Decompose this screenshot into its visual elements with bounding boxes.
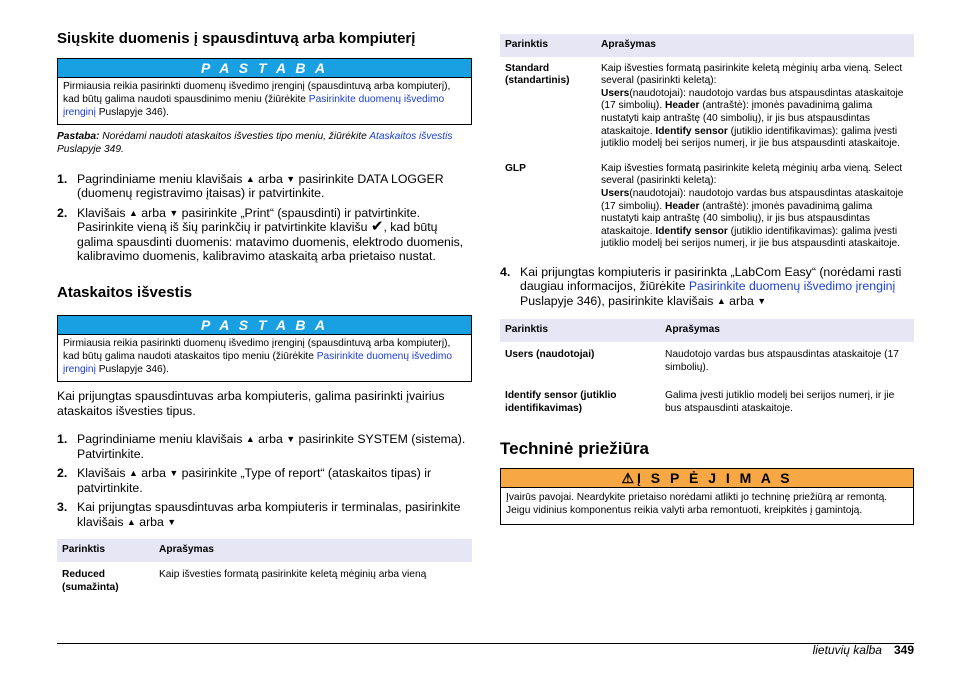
- down-arrow-icon: ▼: [757, 295, 767, 306]
- column-header: Aprašymas: [660, 319, 914, 342]
- page-number: 349: [893, 643, 914, 657]
- warning-box: [500, 468, 914, 525]
- table-header-row: [57, 539, 472, 562]
- report-format-table: [500, 34, 914, 255]
- table-cell-description: Kaip išvesties formatą pasirinkite keletą mėginių arba vieną: [159, 568, 427, 580]
- up-arrow-icon: ▲: [126, 516, 136, 527]
- list-item: 2. Klavišais ▲ arba ▼ pasirinkite „Print“ (spausdinti) ir patvirtinkite. Pasirinkite vieną iš šių parinkčių ir patvirtinkite klavišu ✔, kad būtų galima spausdinti duomenis: matavimo duomenis, elektrodo duomenis, kalibravimo duomenis, kalibravimo ataskaitą arba prietaiso nustat.: [57, 205, 464, 264]
- up-arrow-icon: ▲: [245, 434, 255, 445]
- warning-text: Įvairūs pavojai. Neardykite prietaiso norėdami atlikti jo techninę priežiūrą ar remontą. Jeigu vidinius komponentus reikia valyti arba remontuoti, kreipkitės į gamintoją.: [506, 492, 888, 517]
- note-body: Pirmiausia reikia pasirinkti duomenų išvedimo įrenginį (spausdintuvą arba kompiuterį), kad būtų galima naudoti spausdinimo meniu (žiūrėkite Pasirinkite duomenų išvedimo įrenginį Puslapyje 346).: [63, 81, 451, 118]
- heading-report-output: Ataskaitos išvestis: [57, 283, 193, 301]
- table-header-row: [500, 34, 914, 57]
- steps-list-3: [500, 265, 914, 309]
- link-output-device[interactable]: Pasirinkite duomenų išvedimo įrenginį: [63, 350, 453, 375]
- list-item: 3. Kai prijungtas spausdintuvas arba kompiuteris ir terminalas, pasirinkite klavišais ▲ arba ▼: [57, 500, 461, 529]
- up-arrow-icon: ▲: [245, 173, 255, 184]
- list-item: 1. Pagrindiniame meniu klavišais ▲ arba ▼ pasirinkite DATA LOGGER (duomenų registravimo įtaisas) ir patvirtinkite.: [57, 171, 444, 201]
- list-item: 1. Pagrindiniame meniu klavišais ▲ arba ▼ pasirinkite SYSTEM (sistema). Patvirtinkite.: [57, 432, 466, 461]
- down-arrow-icon: ▼: [286, 173, 296, 184]
- report-type-table: [57, 539, 472, 598]
- table-cell-description: Kaip išvesties formatą pasirinkite keletą mėginių arba vieną. Select several (pasirinkti keletą): Users(naudotojai): naudotojo vardas bus atspausdintas ataskaitoje (17 simbolių). Header (antraštė): įmonės pavadinimą galima nustatyti kaip antraštę (40 simbolių), ir jis bus atspausdintas ataskaitoje. Identify sensor (jutiklio identifikavimas): galima įvesti jutiklio modelį bei serijos numerį, ir jie bus atspausdinti ataskaitoje.: [601, 162, 904, 250]
- intro-paragraph: Kai prijungtas spausdintuvas arba kompiuteris, galima pasirinkti įvairius ataskaitos išvesties tipus.: [57, 389, 445, 418]
- heading-maintenance: Techninė priežiūra: [500, 439, 649, 459]
- column-header: Parinktis: [500, 34, 596, 57]
- footer-language: lietuvių kalba: [812, 643, 882, 657]
- warning-title-bar: ⚠ Į S P Ė J I M A S: [501, 469, 913, 488]
- column-header: Aprašymas: [596, 34, 914, 57]
- table-cell-option: Identify sensor (jutiklio identifikavimas): [505, 390, 617, 414]
- link-report-output[interactable]: Ataskaitos išvestis: [369, 131, 453, 143]
- pastaba-note: Pastaba: Norėdami naudoti ataskaitos išvesties tipo meniu, žiūrėkite Ataskaitos išvestis Puslapyje 349.: [57, 131, 453, 156]
- note-box-1: [57, 58, 472, 125]
- table-cell-option: Standard (standartinis): [505, 62, 570, 87]
- column-header: Parinktis: [57, 539, 154, 562]
- table-row: [500, 57, 914, 159]
- down-arrow-icon: ▼: [286, 434, 296, 445]
- right-column: [500, 34, 914, 525]
- link-output-device[interactable]: Pasirinkite duomenų išvedimo įrenginį: [688, 279, 896, 294]
- steps-list-2: [57, 432, 472, 529]
- up-arrow-icon: ▲: [716, 295, 726, 306]
- table-cell-description: Kaip išvesties formatą pasirinkite keletą mėginių arba vieną. Select several (pasirinkti keletą): Users(naudotojai): naudotojo vardas bus atspausdintas ataskaitoje (17 simbolių). Header (antraštė): įmonės pavadinimą galima nustatyti kaip antraštę (40 simbolių), ir jis bus atspausdintas ataskaitoje. Identify sensor (jutiklio identifikavimas): galima įvesti jutiklio modelį bei serijos numerį, ir jie bus atspausdinti ataskaitoje.: [601, 62, 904, 150]
- labcom-options-table: [500, 319, 914, 419]
- down-arrow-icon: ▼: [169, 207, 179, 218]
- column-header: Aprašymas: [154, 539, 472, 562]
- warning-triangle-icon: ⚠: [621, 470, 635, 487]
- table-row: [500, 386, 914, 419]
- table-row: [500, 342, 914, 386]
- list-item: 4. Kai prijungtas kompiuteris ir pasirinkta „LabCom Easy“ (norėdami rasti daugiau informacijos, žiūrėkite Pasirinkite duomenų išvedimo įrenginį Puslapyje 346), pasirinkite klavišais ▲ arba ▼: [500, 264, 902, 308]
- left-column: [57, 30, 472, 598]
- table-row: [57, 562, 472, 598]
- heading-send-data: Siųskite duomenis į spausdintuvą arba kompiuterį: [57, 30, 416, 47]
- link-output-device[interactable]: Pasirinkite duomenų išvedimo įrenginį: [63, 93, 445, 118]
- note-title: P A S T A B A: [58, 59, 471, 78]
- table-cell-description: Galima įvesti jutiklio modelį bei serijos numerį, ir jie bus atspausdinti ataskaitoje.: [665, 390, 895, 414]
- column-header: Parinktis: [500, 319, 660, 342]
- footer: [813, 643, 914, 657]
- table-header-row: [500, 319, 914, 342]
- steps-list-1: [57, 172, 472, 264]
- checkmark-icon: ✔: [370, 218, 384, 236]
- up-arrow-icon: ▲: [128, 468, 138, 479]
- list-item: 2. Klavišais ▲ arba ▼ pasirinkite „Type of report“ (ataskaitos tipas) ir patvirtinkite.: [57, 466, 432, 495]
- note-title: P A S T A B A: [58, 316, 471, 335]
- note-body: Pirmiausia reikia pasirinkti duomenų išvedimo įrenginį (spausdintuvą arba kompiuterį), kad būtų galima naudoti ataskaitos tipo meniu (žiūrėkite Pasirinkite duomenų išvedimo įrenginį Puslapyje 346).: [63, 337, 453, 375]
- table-cell-option: Reduced (sumažinta): [62, 568, 119, 593]
- up-arrow-icon: ▲: [128, 207, 138, 218]
- table-cell-option: Users (naudotojai): [505, 349, 595, 360]
- down-arrow-icon: ▼: [169, 468, 179, 479]
- footer-rule: [57, 643, 914, 644]
- note-box-2: [57, 315, 472, 382]
- table-cell-description: Naudotojo vardas bus atspausdintas ataskaitoje (17 simbolių).: [665, 349, 899, 373]
- table-cell-option: GLP: [505, 162, 526, 174]
- table-row: [500, 159, 914, 255]
- down-arrow-icon: ▼: [167, 516, 177, 527]
